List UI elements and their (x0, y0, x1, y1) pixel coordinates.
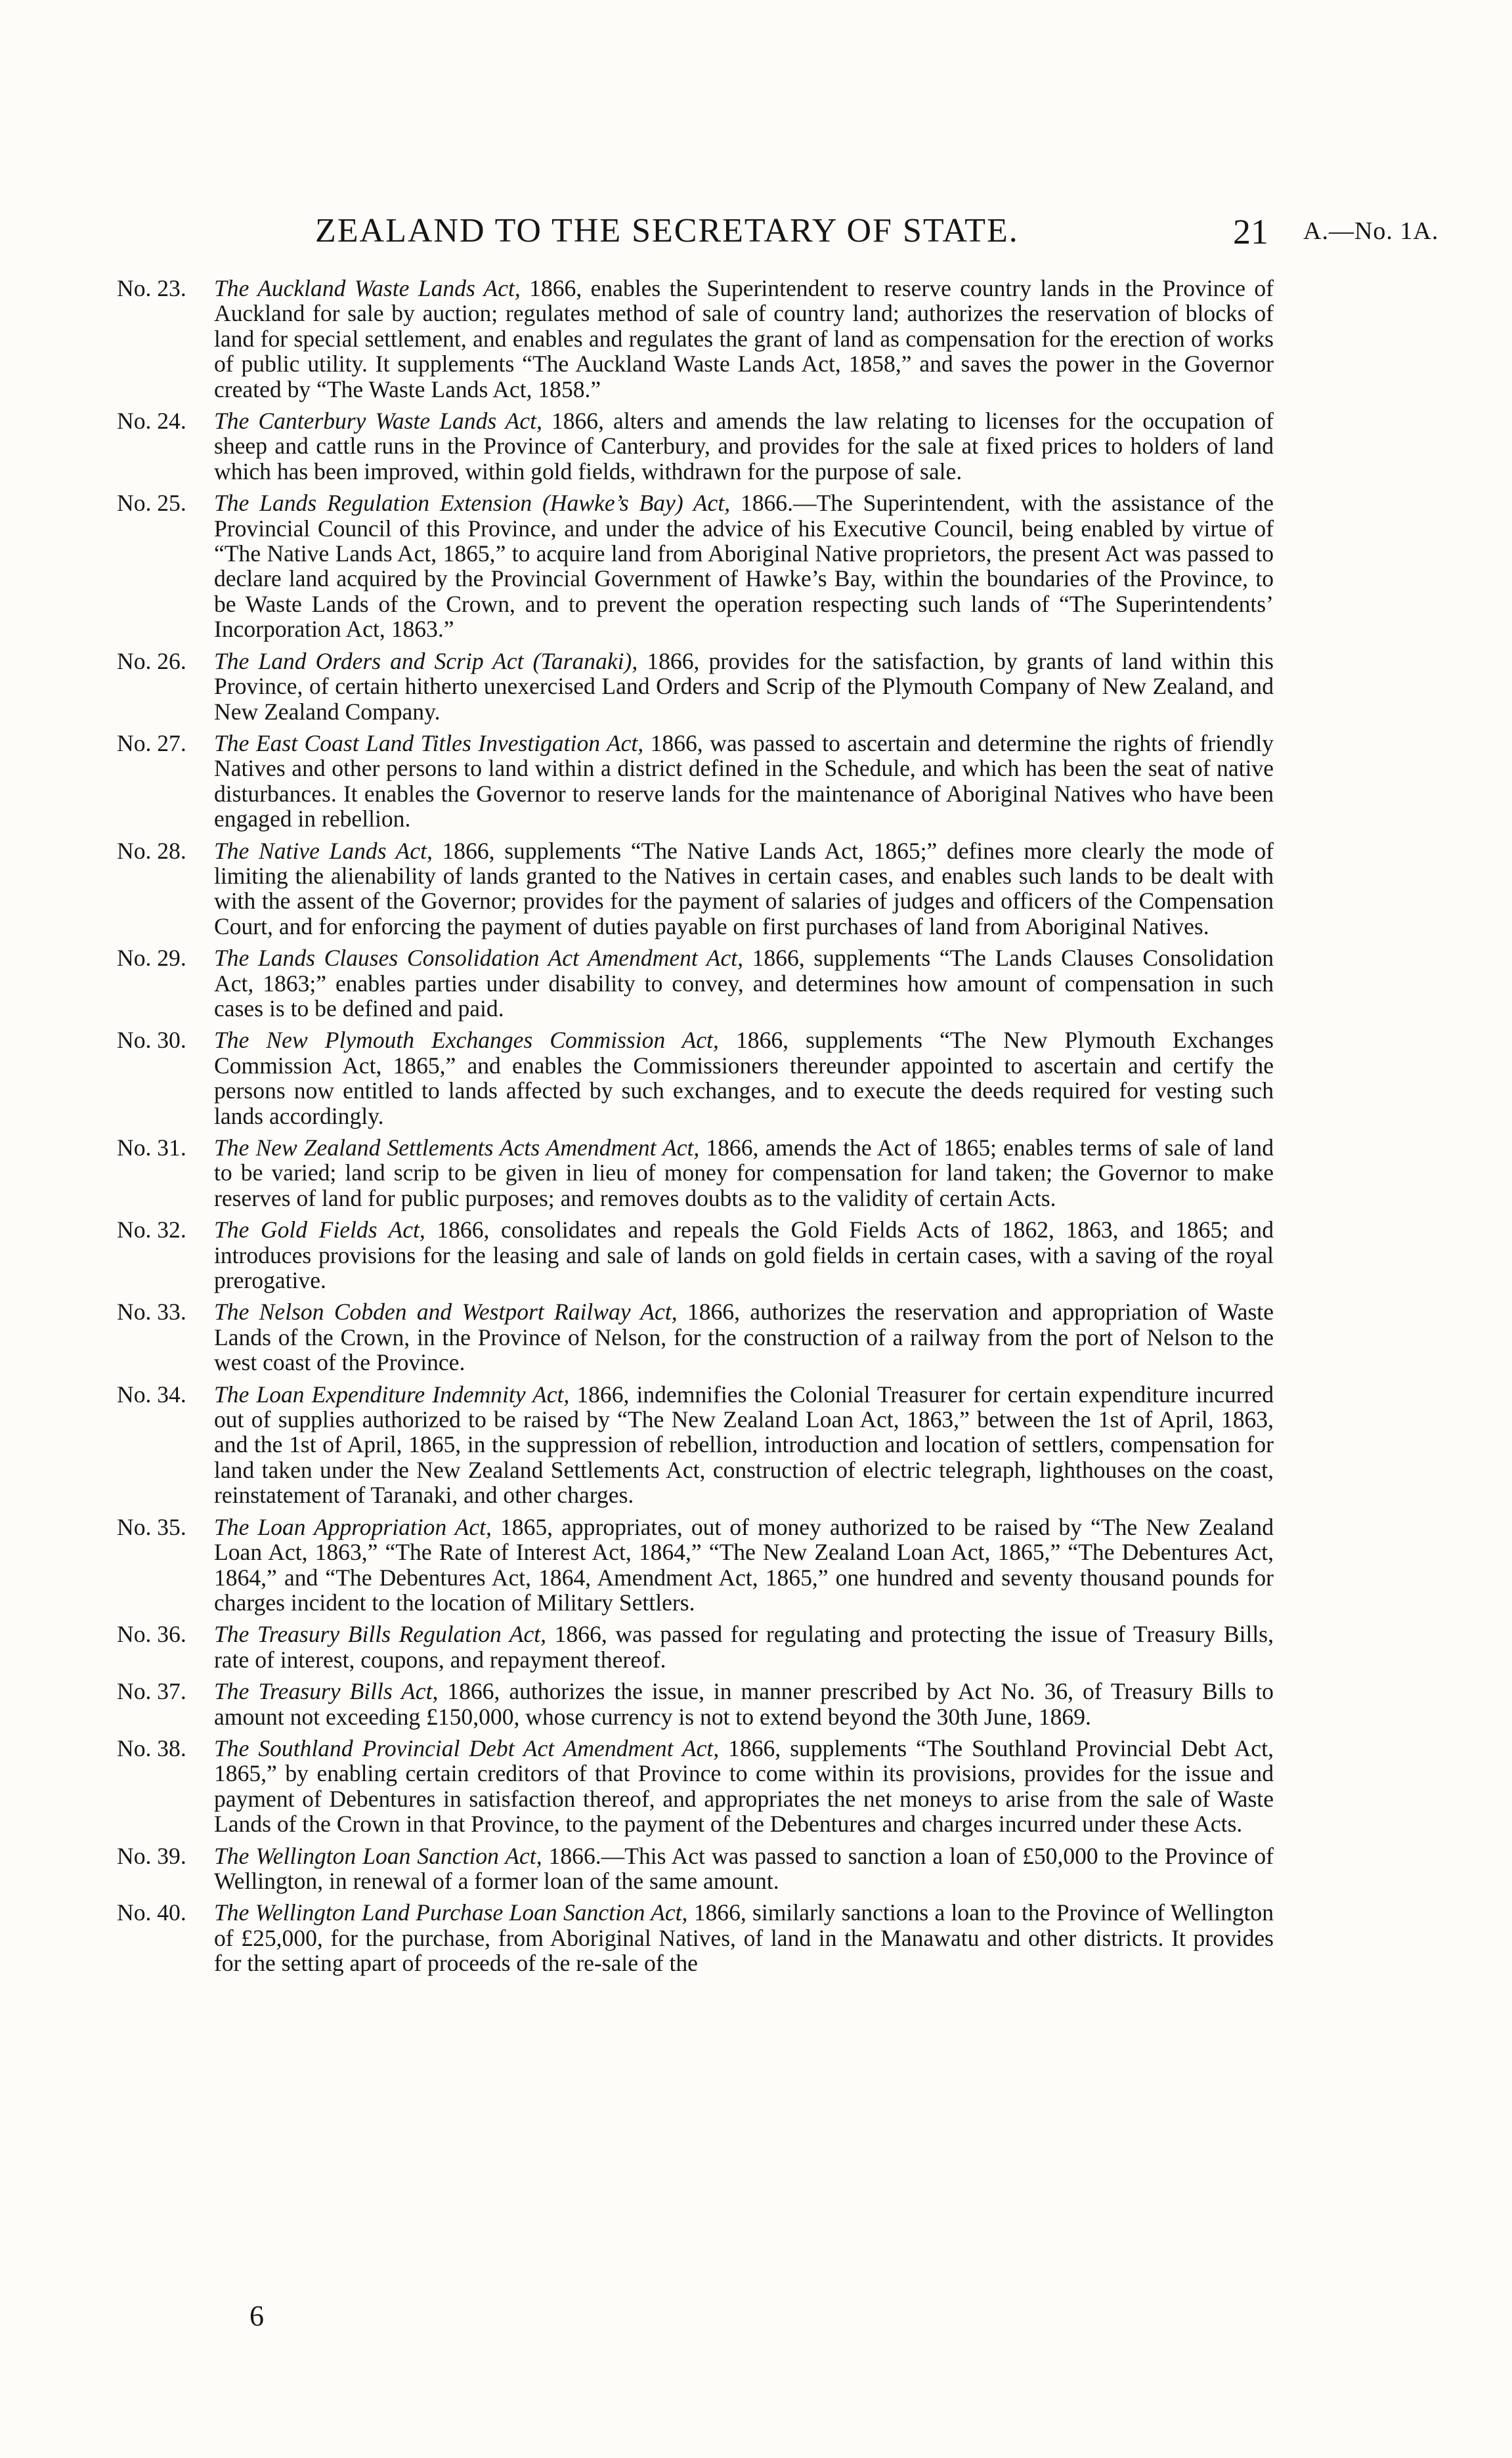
entry-text: 1866, authorizes the issue, in manner prescribed by Act No. 36, of Treasury Bills to amount not exceeding £150,000, whose currency is not to extend beyond the 30th June, 1869. (214, 1678, 1274, 1730)
list-item (117, 1842, 1274, 1894)
entry-number: No. 23. (117, 275, 186, 301)
act-title: The Canterbury Waste Lands Act, (214, 408, 542, 435)
entry-text: 1866, supplements “The Southland Provincial Debt Act, 1865,” by enabling certain creditors of that Province to come within its provisions, provides for the issue and payment of Debentures in satisfaction thereof, and appropriates the net moneys to arise from the sale of Waste Lands of the Crown in that Province, to the payment of the Debentures and charges incurred under these Acts. (214, 1735, 1274, 1838)
entry-number: No. 36. (117, 1621, 186, 1648)
act-title: The Lands Clauses Consolidation Act Amendment Act, (214, 945, 744, 972)
entry-text: 1865, appropriates, out of money authorized to be raised by “The New Zealand Loan Act, 1863,” “The Rate of Interest Act, 1864,” “The New Zealand Loan Act, 1865,” “The Debentures Act, 1864,” and “The Debentures Act, 1864, Amendment Act, 1865,” one hundred and seventy thousand pounds for charges incident to the location of Military Settlers. (214, 1513, 1274, 1616)
entry-text: 1866, provides for the satisfaction, by grants of land within this Province, of certain hitherto unexercised Land Orders and Scrip of the Plymouth Company of New Zealand, and New Zealand Company. (214, 647, 1274, 725)
entry-text: 1866, supplements “The New Plymouth Exchanges Commission Act, 1865,” and enables the Commissioners thereunder appointed to ascertain and certify the persons now entitled to lands affected by such exchanges, and to execute the deeds required for vesting such lands accordingly. (214, 1027, 1274, 1129)
act-title: The Southland Provincial Debt Act Amendment Act, (214, 1735, 720, 1761)
entry-text: 1866, consolidates and repeals the Gold Fields Acts of 1862, 1863, and 1865; and introduces provisions for the leasing and sale of lands on gold fields in certain cases, with a saving of the royal prerogative. (214, 1217, 1274, 1294)
entry-number: No. 34. (117, 1381, 186, 1408)
entry-text: 1866.—This Act was passed to sanction a loan of £50,000 to the Province of Wellington, in renewal of a former loan of the same amount. (214, 1842, 1274, 1894)
list-item (117, 1899, 1274, 1977)
entry-text: 1866, authorizes the reservation and appropriation of Waste Lands of the Crown, in the Province of Nelson, for the construction of a railway from the port of Nelson to the west coast of the Province. (214, 1299, 1274, 1376)
list-item (117, 1134, 1274, 1211)
act-title: The Lands Regulation Extension (Hawke’s Bay) Act, (214, 490, 731, 517)
entry-number: No. 39. (117, 1842, 186, 1869)
page-number: 21 (1233, 212, 1268, 251)
list-item (117, 1735, 1274, 1838)
act-title: The New Plymouth Exchanges Commission Act, (214, 1027, 719, 1054)
act-title: The Land Orders and Scrip Act (Taranaki), (214, 647, 638, 674)
entry-number: No. 26. (117, 647, 186, 674)
list-item (117, 1678, 1274, 1730)
list-item (117, 1381, 1274, 1509)
entry-number: No. 25. (117, 490, 186, 517)
entry-text: 1866, indemnifies the Colonial Treasurer for certain expenditure incurred out of supplies authorized to be raised by “The New Zealand Loan Act, 1863,” between the 1st of April, 1863, and the 1st of April, 1865, in the suppression of rebellion, introduction and location of settlers, compensation for land taken under the New Zealand Settlements Act, construction of electric telegraph, lighthouses on the coast, reinstatement of Taranaki, and other charges. (214, 1381, 1274, 1509)
act-title: The Loan Appropriation Act, (214, 1513, 492, 1540)
act-title: The New Zealand Settlements Acts Amendment Act, (214, 1134, 700, 1161)
list-item (117, 729, 1274, 832)
entry-text: 1866, was passed for regulating and protecting the issue of Treasury Bills, rate of interest, coupons, and repayment thereof. (214, 1621, 1274, 1673)
act-title: The Wellington Loan Sanction Act, (214, 1842, 542, 1869)
entry-number: No. 33. (117, 1299, 186, 1326)
acts-list (117, 275, 1274, 1983)
entry-number: No. 30. (117, 1027, 186, 1054)
act-title: The Treasury Bills Regulation Act, (214, 1621, 547, 1648)
act-title: The Loan Expenditure Indemnity Act, (214, 1381, 570, 1408)
entry-number: No. 24. (117, 408, 186, 435)
entry-text: 1866, was passed to ascertain and determine the rights of friendly Natives and other persons to land within a district defined in the Schedule, and which has been the seat of native disturbances. It enables the Governor to reserve lands for the maintenance of Aboriginal Natives who have been engaged in rebellion. (214, 729, 1274, 832)
entry-text: 1866, amends the Act of 1865; enables terms of sale of land to be varied; land scrip to be given in lieu of money for compensation for land taken; the Governor to make reserves of land for public purposes; and removes doubts as to the validity of certain Acts. (214, 1134, 1274, 1211)
running-title: ZEALAND TO THE SECRETARY OF STATE. (315, 212, 1019, 249)
entry-number: No. 32. (117, 1217, 186, 1243)
act-title: The Gold Fields Act, (214, 1217, 425, 1243)
act-title: The Wellington Land Purchase Loan Sanction Act, (214, 1899, 688, 1926)
entry-text: 1866, similarly sanctions a loan to the Province of Wellington of £25,000, for the purchase, from Aboriginal Natives, of land in the Manawatu and other districts. It provides for the setting apart of proceeds of the re-sale of the (214, 1899, 1274, 1977)
act-title: The Auckland Waste Lands Act, (214, 275, 521, 301)
list-item (117, 275, 1274, 402)
act-title: The Native Lands Act, (214, 837, 433, 864)
list-item (117, 1513, 1274, 1616)
entry-number: No. 28. (117, 837, 186, 864)
act-title: The Treasury Bills Act, (214, 1678, 439, 1705)
entry-number: No. 35. (117, 1513, 186, 1540)
list-item (117, 945, 1274, 1022)
entry-number: No. 27. (117, 729, 186, 756)
entry-number: No. 37. (117, 1678, 186, 1705)
act-title: The East Coast Land Titles Investigation Act, (214, 729, 644, 756)
entry-number: No. 31. (117, 1134, 186, 1161)
document-reference: A.—No. 1A. (1303, 217, 1439, 245)
list-item (117, 1217, 1274, 1294)
list-item (117, 647, 1274, 725)
entry-text: 1866, supplements “The Lands Clauses Consolidation Act, 1863;” enables parties under disability to convey, and determines how amount of compensation in such cases is to be defined and paid. (214, 945, 1274, 1022)
list-item (117, 1621, 1274, 1673)
entry-text: 1866, alters and amends the law relating to licenses for the occupation of sheep and cattle runs in the Province of Canterbury, and provides for the sale at fixed prices to holders of land which has been improved, within gold fields, withdrawn for the purpose of sale. (214, 408, 1274, 485)
list-item (117, 837, 1274, 939)
signature-mark: 6 (249, 2300, 264, 2332)
list-item (117, 490, 1274, 643)
entry-number: No. 40. (117, 1899, 186, 1926)
entry-text: 1866, enables the Superintendent to reserve country lands in the Province of Auckland for sale by auction; regulates method of sale of country land; authorizes the reservation of blocks of land for special settlement, and enables and regulates the grant of land as compensation for the erection of works of public utility. It supplements “The Auckland Waste Lands Act, 1858,” and saves the power in the Governor created by “The Waste Lands Act, 1858.” (214, 275, 1274, 402)
list-item (117, 408, 1274, 485)
entry-text: 1866, supplements “The Native Lands Act, 1865;” defines more clearly the mode of limiting the alienability of lands granted to the Natives in certain cases, and enables such lands to be dealt with with the assent of the Governor; provides for the payment of salaries of judges and officers of the Compensation Court, and for enforcing the payment of duties payable on first purchases of land from Aboriginal Natives. (214, 837, 1274, 939)
entry-text: 1866.—The Superintendent, with the assistance of the Provincial Council of this Province, and under the advice of his Executive Council, being enabled by virtue of “The Native Lands Act, 1865,” to acquire land from Aboriginal Native proprietors, the present Act was passed to declare land acquired by the Provincial Government of Hawke’s Bay, within the boundaries of the Province, to be Waste Lands of the Crown, and to prevent the operation respecting such lands of “The Superintendents’ Incorporation Act, 1863.” (214, 490, 1274, 643)
entry-number: No. 29. (117, 945, 186, 972)
entry-number: No. 38. (117, 1735, 186, 1761)
page-header (0, 211, 1512, 251)
list-item (117, 1027, 1274, 1129)
act-title: The Nelson Cobden and Westport Railway Act, (214, 1299, 678, 1326)
list-item (117, 1299, 1274, 1376)
